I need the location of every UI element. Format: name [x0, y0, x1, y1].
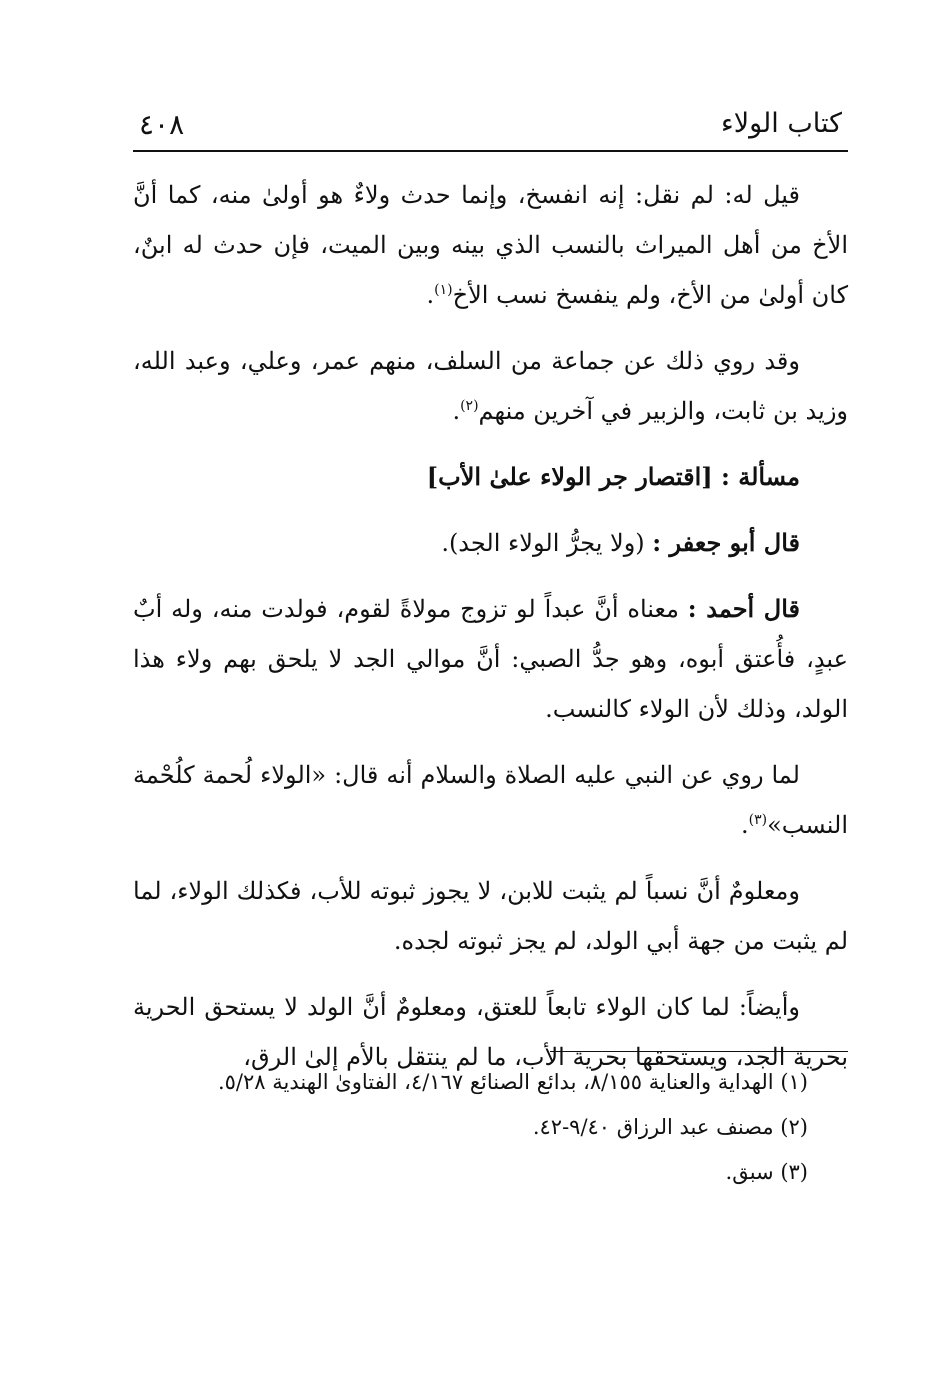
- footnote-separator: [550, 1051, 848, 1052]
- footnotes: [133, 1064, 848, 1199]
- paragraph: قال أبو جعفر : (ولا يجرُّ الولاء الجد).: [441, 528, 800, 557]
- paragraph: قيل له: لم نقل: إنه انفسخ، وإنما حدث ولاءٌ هو أولىٰ منه، كما أنَّ الأخ من أهل الميراث بالنسب الذي بينه وبين الميت، فإن حدث له ابنٌ، كان أولىٰ من الأخ، ولم ينفسخ نسب الأخ$^{(١)}$.: [133, 181, 848, 309]
- paragraph: وقد روي ذلك عن جماعة من السلف، منهم عمر، وعلي، وعبد الله، وزيد بن ثابت، والزبير في آخرين منهم$^{(٢)}$.: [133, 347, 848, 425]
- page-number: ٤٠٨: [139, 108, 185, 141]
- footnote: (٣) سبق.: [725, 1160, 808, 1184]
- running-header: [133, 102, 848, 152]
- footnote: (١) الهداية والعناية ٨/١٥٥، بدائع الصنائع ٤/١٦٧، الفتاوىٰ الهندية ٥/٢٨.: [217, 1070, 808, 1094]
- footnote-ref: (٢): [460, 398, 479, 414]
- paragraph: وأيضاً: لما كان الولاء تابعاً للعتق، ومعلومٌ أنَّ الولد لا يستحق الحرية بحرية الجد، ويستحقها بحرية الأب، ما لم ينتقل بالأم إلىٰ الرق،: [133, 993, 848, 1071]
- paragraph: قال أحمد : معناه أنَّ عبداً لو تزوج مولاةً لقوم، فولدت منه، وله أبٌ عبدٍ، فأُعتق أبوه، وهو جدُّ الصبي: أنَّ موالي الجد لا يلحق بهم ولاء هذا الولد، وذلك لأن الولاء كالنسب.: [133, 594, 848, 723]
- footnote: (٢) مصنف عبد الرزاق ٩/٤٠-٤٢.: [532, 1115, 808, 1139]
- book-title: كتاب الولاء: [721, 108, 842, 139]
- paragraph: لما روي عن النبي عليه الصلاة والسلام أنه قال: «الولاء لُحمة كلُحْمة النسب»$^{(٣)}$.: [133, 761, 848, 839]
- footnote-ref: (٣): [748, 812, 768, 828]
- main-text: [133, 170, 848, 1098]
- paragraph: ومعلومٌ أنَّ نسباً لم يثبت للابن، لا يجوز ثبوته للأب، فكذلك الولاء، لما لم يثبت من جهة أبي الولد، لم يجز ثبوته لجده.: [133, 877, 848, 955]
- footnote-ref: (١): [434, 282, 453, 298]
- speaker-label: قال أحمد :: [687, 594, 800, 623]
- speaker-label: قال أبو جعفر :: [652, 528, 800, 557]
- section-heading: مسألة : [اقتصار جر الولاء علىٰ الأب]: [426, 462, 800, 491]
